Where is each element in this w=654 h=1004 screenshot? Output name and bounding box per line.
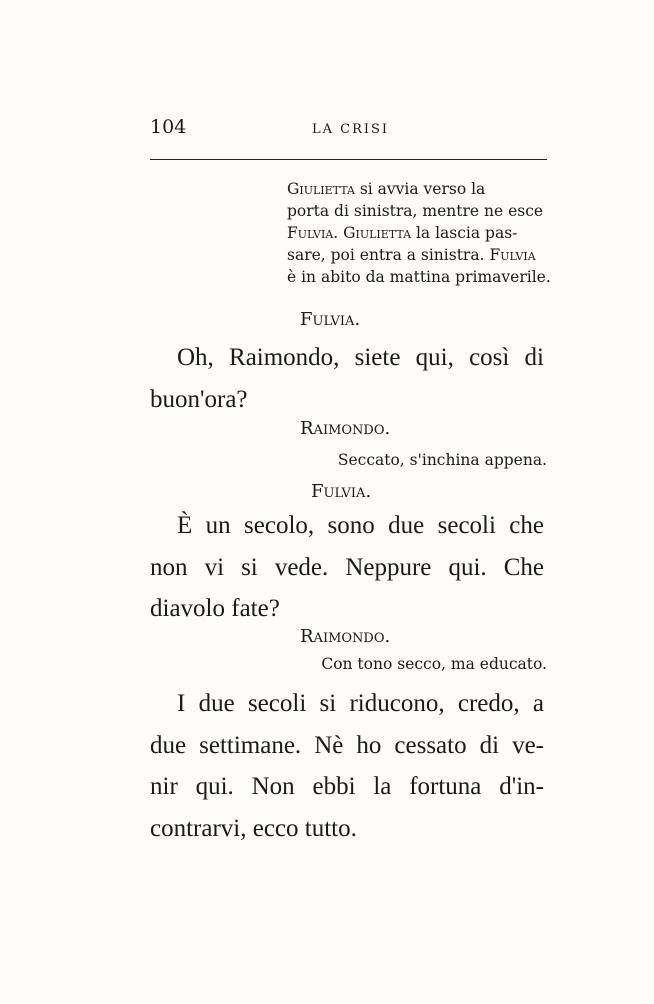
- character-name: Giulietta: [343, 224, 412, 242]
- speech-line: I due secoli si riducono, credo, a: [177, 690, 544, 717]
- speech-line: contrarvi, ecco tutto.: [150, 814, 357, 842]
- stage-direction-line: è in abito da mattina primaverile.: [287, 268, 551, 286]
- speech-line: È un secolo, sono due secoli che: [177, 512, 544, 539]
- speech-raimondo: [150, 683, 544, 849]
- speech-line: Oh, Raimondo, siete qui, così di: [177, 344, 544, 371]
- speaker-fulvia: Fulvia.: [300, 309, 361, 330]
- character-name: Giulietta: [287, 180, 355, 198]
- stage-direction-inline: Con tono secco, ma educato.: [321, 655, 547, 673]
- speaker-raimondo: Raimondo.: [300, 418, 391, 439]
- speech-fulvia-2: [150, 505, 544, 630]
- running-head: LA CRISI: [312, 122, 390, 137]
- stage-direction-line: Fulvia. Giulietta la lascia pas-: [287, 224, 518, 242]
- speaker-raimondo: Raimondo.: [300, 626, 391, 647]
- speech-fulvia-1: [150, 337, 544, 420]
- speech-line: due settimane. Nè ho cessato di ve-: [150, 731, 544, 759]
- page-number: 104: [150, 116, 187, 138]
- speech-line: diavolo fate?: [150, 595, 280, 622]
- speaker-fulvia: Fulvia.: [311, 481, 372, 502]
- stage-direction-line: porta di sinistra, mentre ne esce: [287, 202, 544, 220]
- speech-line: non vi si vede. Neppure qui. Che: [150, 553, 544, 581]
- stage-direction: [287, 178, 551, 288]
- character-name: Fulvia: [287, 224, 334, 242]
- character-name: Fulvia: [489, 246, 536, 264]
- stage-direction-line: Giulietta si avvia verso la: [287, 180, 486, 198]
- speech-line: buon'ora?: [150, 385, 248, 413]
- speech-line: nir qui. Non ebbi la fortuna d'in-: [150, 773, 544, 800]
- header-rule: [150, 159, 547, 160]
- stage-direction-inline: Seccato, s'inchina appena.: [337, 451, 547, 469]
- stage-direction-line: sare, poi entra a sinistra. Fulvia: [287, 246, 536, 264]
